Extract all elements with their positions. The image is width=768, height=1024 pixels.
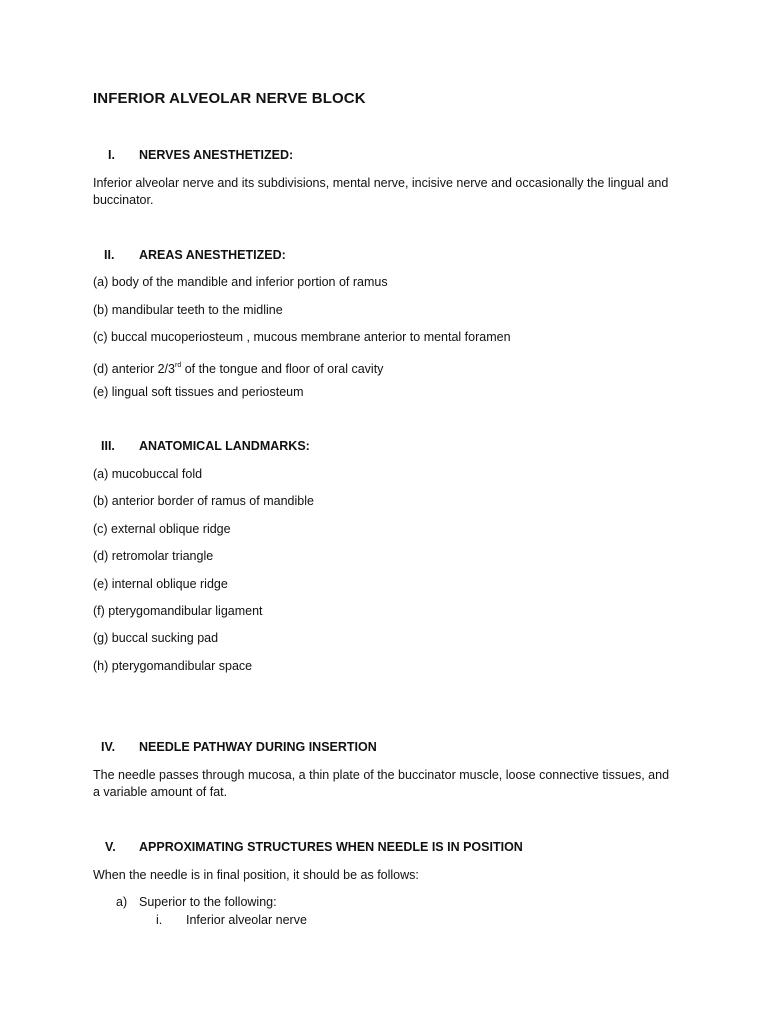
- areas-item-a: (a) body of the mandible and inferior portion of ramus: [93, 275, 388, 289]
- landmark-item-b: (b) anterior border of ramus of mandible: [93, 494, 314, 508]
- landmark-item-g: (g) buccal sucking pad: [93, 631, 219, 645]
- sublist-label-a: Superior to the following:: [139, 895, 277, 909]
- section-2-heading: AREAS ANESTHETIZED:: [139, 248, 286, 262]
- section-4-text: The needle passes through mucosa, a thin plate of the buccinator muscle, loose connective tissues, and a variable amount of fat.: [93, 768, 670, 799]
- section-2-numeral: II.: [104, 248, 115, 262]
- areas-item-c: (c) buccal mucoperiosteum , mucous membrane anterior to mental foramen: [93, 330, 511, 344]
- landmark-item-h: (h) pterygomandibular space: [93, 659, 253, 673]
- section-1-numeral: I.: [108, 148, 115, 162]
- landmark-item-d: (d) retromolar triangle: [93, 549, 214, 563]
- sublist-marker-a: a): [116, 895, 128, 909]
- section-5-text: When the needle is in final position, it should be as follows:: [93, 868, 419, 882]
- areas-item-d-after: of the tongue and floor of oral cavity: [181, 362, 384, 376]
- section-4-numeral: IV.: [101, 740, 116, 754]
- landmark-item-a: (a) mucobuccal fold: [93, 467, 203, 481]
- areas-item-d-superscript: rd: [174, 362, 182, 369]
- section-5-numeral: V.: [105, 840, 116, 854]
- section-3-heading: ANATOMICAL LANDMARKS:: [139, 439, 310, 453]
- landmark-item-f: (f) pterygomandibular ligament: [93, 604, 263, 618]
- section-4-heading: NEEDLE PATHWAY DURING INSERTION: [139, 740, 377, 754]
- sublist-label-i: Inferior alveolar nerve: [186, 913, 307, 927]
- areas-item-d-before: (d) anterior 2/3: [93, 362, 175, 376]
- areas-item-b: (b) mandibular teeth to the midline: [93, 303, 283, 317]
- section-3-numeral: III.: [101, 439, 115, 453]
- document-title: INFERIOR ALVEOLAR NERVE BLOCK: [93, 90, 366, 107]
- section-5-heading: APPROXIMATING STRUCTURES WHEN NEEDLE IS IN POSITION: [139, 840, 523, 854]
- section-1-heading: NERVES ANESTHETIZED:: [139, 148, 294, 162]
- areas-item-e: (e) lingual soft tissues and periosteum: [93, 385, 304, 399]
- sublist-marker-i: i.: [156, 913, 163, 927]
- landmark-item-c: (c) external oblique ridge: [93, 522, 231, 536]
- areas-item-d: [93, 357, 383, 378]
- section-1-text: Inferior alveolar nerve and its subdivisions, mental nerve, incisive nerve and occasionally the lingual and buccinator.: [93, 176, 669, 207]
- landmark-item-e: (e) internal oblique ridge: [93, 577, 228, 591]
